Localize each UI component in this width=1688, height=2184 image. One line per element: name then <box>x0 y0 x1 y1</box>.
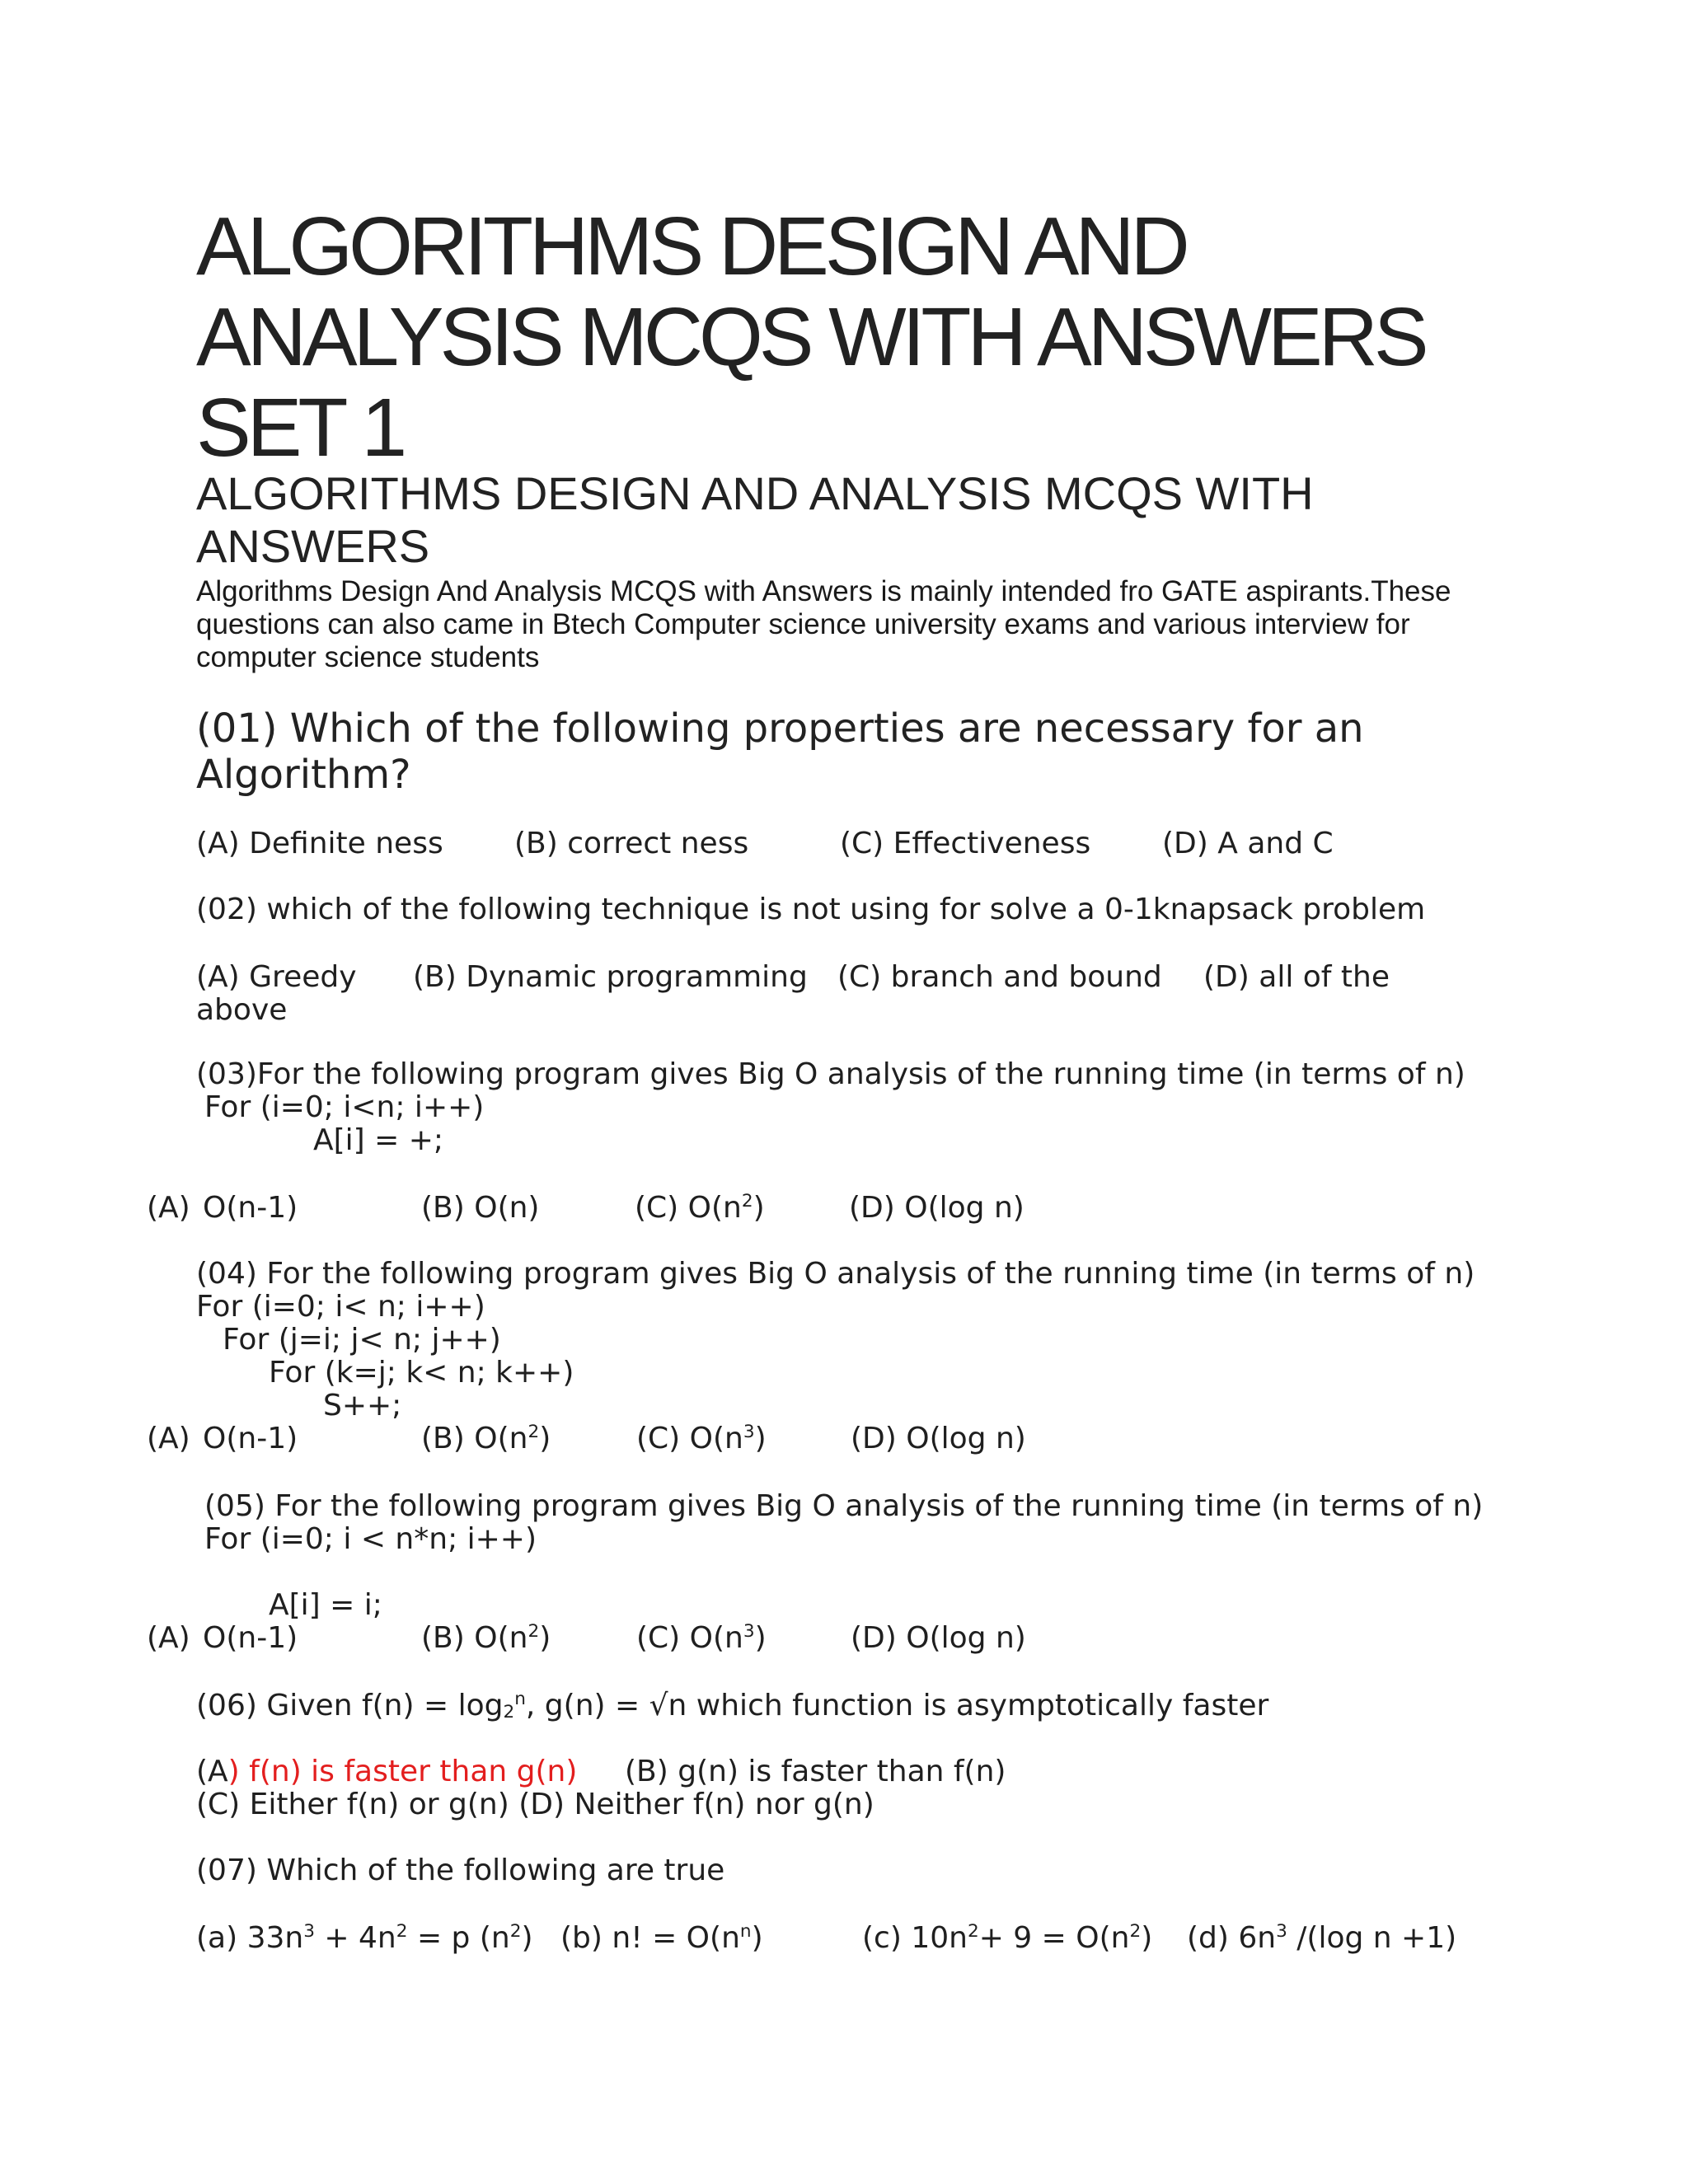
q05-option-a: O(n-1) <box>203 1621 298 1655</box>
q03-question: (03)For the following program gives Big O analysis of the running time (in terms of n) <box>196 1057 1465 1091</box>
q04-option-b: (B) $O(n^2)$ <box>421 1422 551 1455</box>
q04-question: (04) For the following program gives Big O analysis of the running time (in terms of n) <box>196 1257 1475 1291</box>
intro-line-2: questions can also came in Btech Computer science university exams and various interview for <box>196 608 1410 640</box>
q04-option-a-label: (A) <box>147 1422 190 1455</box>
q04-code-line-3: For (k=j; k< n; k++) <box>269 1356 574 1390</box>
subtitle-line-1: ALGORITHMS DESIGN AND ANALYSIS MCQS WITH <box>196 467 1314 519</box>
title-line-1: ALGORITHMS DESIGN AND <box>196 200 1186 293</box>
q02-option-a: (A) Greedy <box>196 960 357 994</box>
q02-option-c: (C) branch and bound <box>837 960 1162 994</box>
q03-option-d: (D) O(log n) <box>849 1191 1025 1225</box>
q01-option-b: (B) correct ness <box>514 827 749 860</box>
q04-option-d: (D) O(log n) <box>851 1422 1026 1455</box>
q05-option-d: (D) O(log n) <box>851 1621 1026 1655</box>
q03-option-c: (C) $O(n^2)$ <box>635 1191 765 1225</box>
intro-line-1: Algorithms Design And Analysis MCQS with Answers is mainly intended fro GATE aspirants.These <box>196 575 1451 607</box>
q04-option-c: (C) $O(n^3)$ <box>636 1422 767 1455</box>
q07-option-c: (c) $10n^2+ 9 = O(n^2)$ <box>862 1921 1153 1955</box>
q05-option-a-label: (A) <box>147 1621 190 1655</box>
q05-code-line-1: For (i=0; i < n*n; i++) <box>204 1522 537 1556</box>
q07-option-b: (b) n! = $O(n^n)$ <box>560 1921 763 1955</box>
q06-question: (06) Given $f(n) = \log_2^n$, g(n) = √n which function is asymptotically faster <box>196 1689 1269 1723</box>
q06-answer-highlight: ) f(n) is faster than g(n) <box>227 1755 578 1788</box>
q05-option-b: (B) $O(n^2)$ <box>421 1621 551 1655</box>
title-line-3: SET 1 <box>196 382 404 474</box>
q02-question: (02) which of the following technique is not using for solve a 0-1knapsack problem <box>196 893 1426 926</box>
q01-heading-line-1: (01) Which of the following properties are necessary for an <box>196 705 1364 752</box>
q05-code-line-2: A[i] = i; <box>269 1588 382 1622</box>
q04-code-line-4: S++; <box>323 1389 402 1422</box>
title-line-2: ANALYSIS MCQS WITH ANSWERS <box>196 291 1425 383</box>
q06-option-b: (B) g(n) is faster than f(n) <box>625 1755 1006 1788</box>
q01-option-a: (A) Definite ness <box>196 827 443 860</box>
q04-code-line-2: For (j=i; j< n; j++) <box>223 1323 501 1357</box>
q01-heading-line-2: Algorithm? <box>196 752 411 798</box>
q03-option-a-label: (A) <box>147 1191 190 1225</box>
q07-option-d: (d) $6n^3$ /(log n +1) <box>1187 1921 1457 1955</box>
q07-question: (07) Which of the following are true <box>196 1854 725 1887</box>
q05-question: (05) For the following program gives Big O analysis of the running time (in terms of n) <box>204 1489 1484 1523</box>
q01-option-d: (D) A and C <box>1162 827 1334 860</box>
q03-code-line-2: A[i] = +; <box>313 1123 444 1157</box>
q03-option-a: O(n-1) <box>203 1191 298 1225</box>
q07-option-a: (a) $33n^3 + 4n^2 = p$ $(n^2)$ <box>196 1921 533 1955</box>
q03-code-line-1: For (i=0; i<n; i++) <box>204 1090 485 1124</box>
intro-line-3: computer science students <box>196 641 540 673</box>
q02-option-b: (B) Dynamic programming <box>413 960 808 994</box>
q06-option-a: (A) f(n) is faster than g(n) <box>196 1755 578 1788</box>
q03-option-b: (B) O(n) <box>421 1191 540 1225</box>
q02-option-d-continued: above <box>196 993 288 1027</box>
q01-option-c: (C) Effectiveness <box>840 827 1091 860</box>
q06-options-c-d: (C) Either f(n) or g(n) (D) Neither f(n) nor g(n) <box>196 1788 874 1821</box>
q05-option-c: (C) $O(n^3)$ <box>636 1621 767 1655</box>
q04-option-a: O(n-1) <box>203 1422 298 1455</box>
q04-code-line-1: For (i=0; i< n; i++) <box>196 1290 485 1324</box>
q02-option-d: (D) all of the <box>1203 960 1390 994</box>
subtitle-line-2: ANSWERS <box>196 520 430 572</box>
